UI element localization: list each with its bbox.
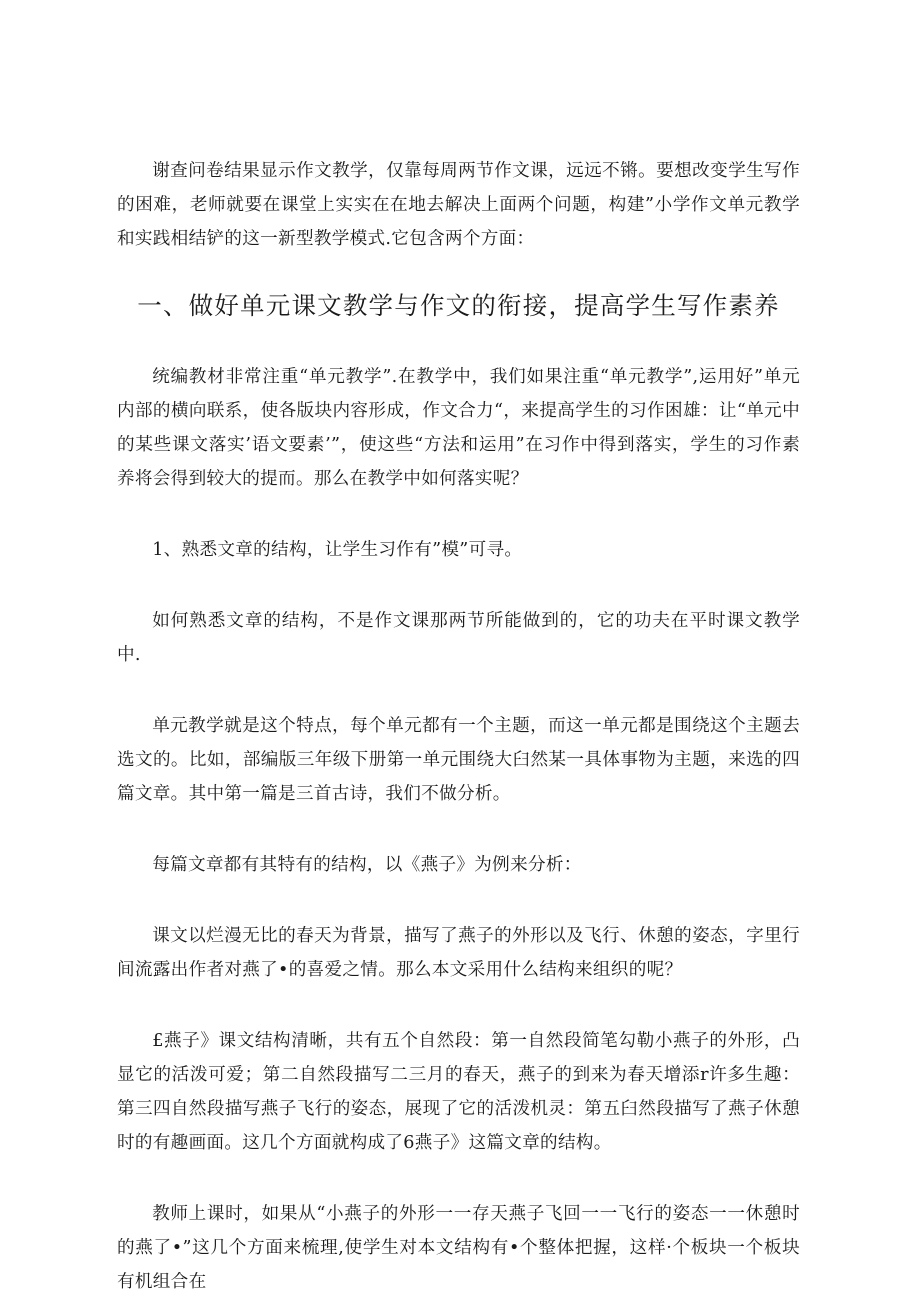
paragraph: 教师上课时，如果从“小燕子的外形一一存天燕子飞回一一飞行的姿态一一休憩时的燕了•”这几个方面来梳理,使学生对本文结构有•个整体把握，这样·个板块一个板块有机组合在 xyxy=(117,1204,800,1292)
section-heading: 一、做好单元课文教学与作文的衔接，提高学生写作素养 xyxy=(137,291,780,320)
paragraph: 单元教学就是这个特点，每个单元都有一个主题，而这一单元都是围绕这个主题去选文的。比如，部编版三年级下册第一单元围绕大臼然某一具体事物为主题，来选的四篇文章。其中第一篇是三首古诗，我们不做分析。 xyxy=(117,716,800,804)
paragraph: 每篇文章都有其特有的结构，以《燕子》为例来分析： xyxy=(152,855,582,875)
paragraph: 1、熟悉文章的结构，让学生习作有”模”可寻。 xyxy=(152,540,523,560)
paragraph: 统编教材非常注重“单元教学”.在教学中，我们如果注重“单元教学”,运用好”单元内部的横向联系，使各版块内容形成，作文合力“，来提高学生的习作困雄：让“单元中的某些课文落实’语文要素’”，使这些“方法和运用”在习作中得到落实，学生的习作素养将会得到较大的提而。那么在教学中如何落实呢？ xyxy=(117,367,800,489)
paragraph: 课文以烂漫无比的春天为背景，描写了燕子的外形以及飞行、休憩的姿态，字里行间流露出作者对燕了•的喜爱之情。那么本文采用什么结构来组织的呢？ xyxy=(117,926,800,980)
paragraph: 如何熟悉文章的结构，不是作文课那两节所能做到的，它的功夫在平时课文教学中. xyxy=(117,611,800,665)
paragraph-intro: 谢查问卷结果显示作文教学，仅靠每周两节作文课，远远不锵。要想改变学生写作的困难，老师就要在课堂上实实在在地去解决上面两个问题，构建”小学作文单元教学和实践相结铲的这一新型教学模式.它包含两个方面： xyxy=(117,161,800,249)
document-page xyxy=(117,154,800,1299)
paragraph: £燕子》课文结构清晰，共有五个自然段：第一自然段简笔勾勒小燕子的外形，凸显它的活泼可爱；第二自然段描写二三月的春天，燕子的到来为春天增添r许多生趣：第三四自然段描写燕子飞行的姿态，展现了它的活泼机灵：第五臼然段描写了燕子休憩时的有趣画面。这几个方面就构成了6燕子》这篇文章的结构。 xyxy=(117,1031,800,1153)
